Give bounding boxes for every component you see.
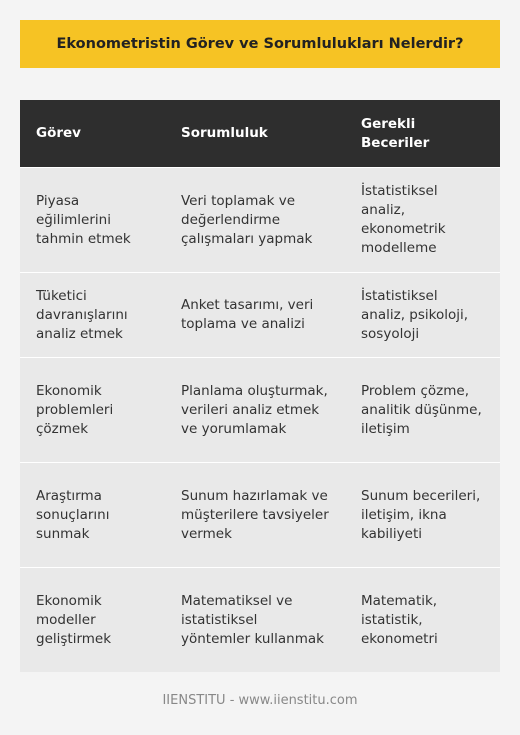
responsibility-cell: Planlama oluşturmak, verileri analiz etmek ve yorumlamak [165,358,345,463]
page-title: Ekonometristin Görev ve Sorumlulukları Nelerdir? [20,20,500,68]
skills-cell: İstatistiksel analiz, psikoloji, sosyoloji [345,273,500,358]
task-cell: Ekonomik modeller geliştirmek [20,568,165,673]
skills-cell: Sunum becerileri, iletişim, ikna kabiliyeti [345,463,500,568]
skills-cell: Matematik, istatistik, ekonometri [345,568,500,673]
responsibility-cell: Anket tasarımı, veri toplama ve analizi [165,273,345,358]
skills-cell: İstatistiksel analiz, ekonometrik modelleme [345,168,500,273]
table-row [20,168,500,273]
table-row [20,463,500,568]
table-row [20,273,500,358]
task-cell: Araştırma sonuçlarını sunmak [20,463,165,568]
responsibility-cell: Veri toplamak ve değerlendirme çalışmaları yapmak [165,168,345,273]
responsibility-cell: Sunum hazırlamak ve müşterilere tavsiyeler vermek [165,463,345,568]
task-cell: Piyasa eğilimlerini tahmin etmek [20,168,165,273]
responsibility-cell: Matematiksel ve istatistiksel yöntemler kullanmak [165,568,345,673]
duties-table [20,100,500,672]
table-row [20,568,500,673]
table-row [20,358,500,463]
column-header-skills: Gerekli Beceriler [345,100,500,168]
skills-cell: Problem çözme, analitik düşünme, iletişim [345,358,500,463]
task-cell: Ekonomik problemleri çözmek [20,358,165,463]
table-header-row [20,100,500,168]
column-header-task: Görev [20,100,165,168]
task-cell: Tüketici davranışlarını analiz etmek [20,273,165,358]
column-header-responsibility: Sorumluluk [165,100,345,168]
footer-credit: IIENSTITU - www.iienstitu.com [162,693,358,708]
